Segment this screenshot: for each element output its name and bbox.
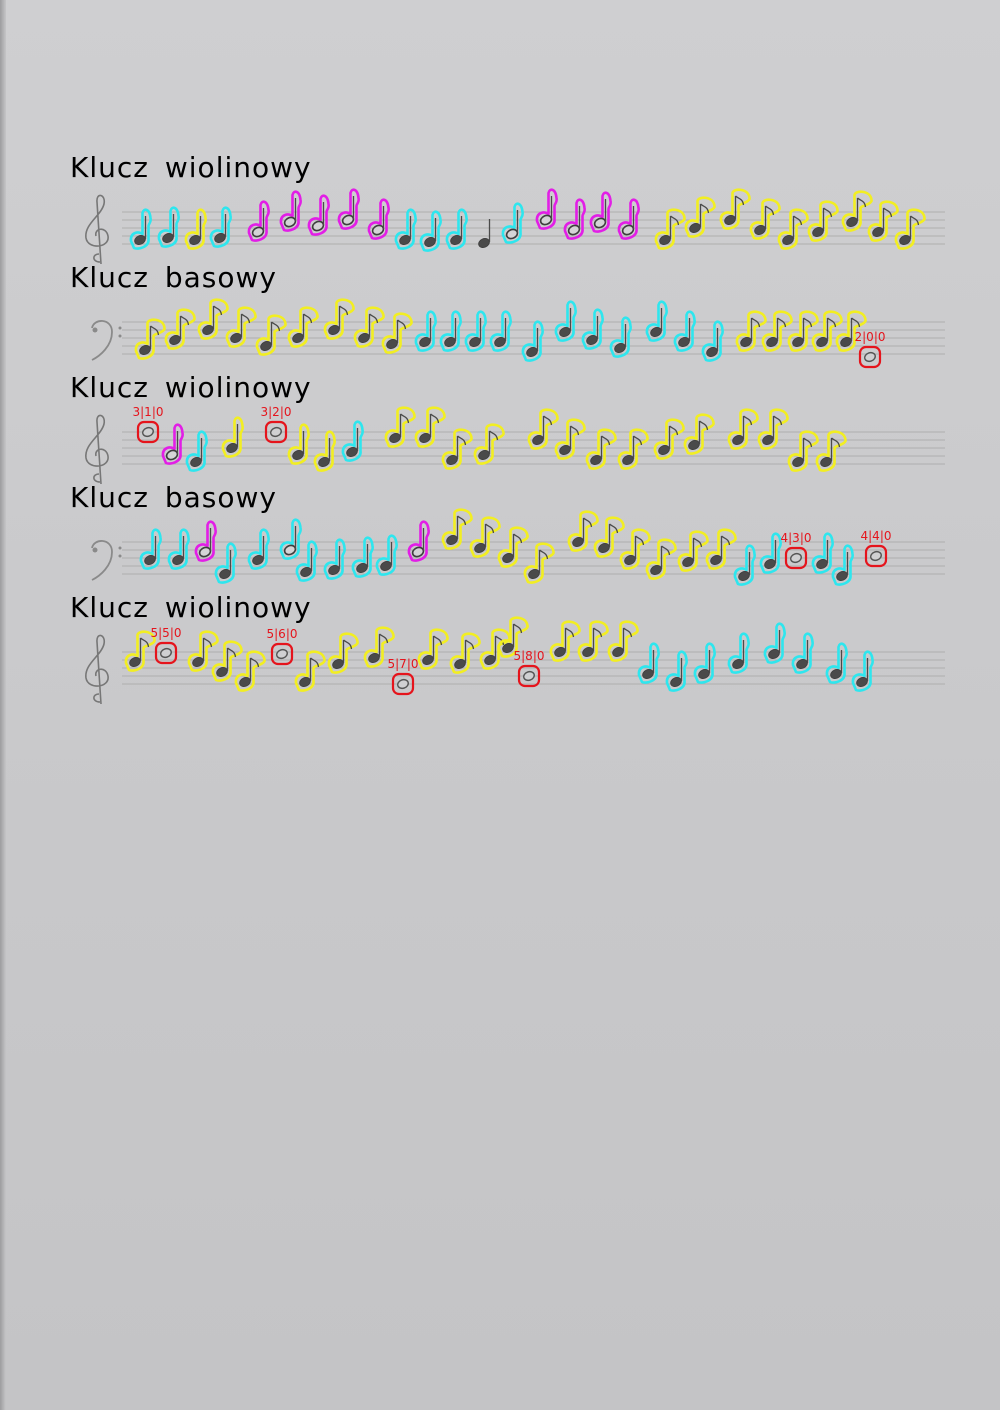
note-eighth-yellow [236, 652, 265, 691]
error-marker [855, 330, 886, 367]
error-marker-label: 3|2|0 [260, 405, 292, 419]
note-quarter-cyan [187, 432, 207, 471]
note-eighth-yellow [499, 528, 528, 567]
note-eighth-yellow [213, 642, 242, 681]
clef-heading: Klucz wiolinowy [70, 371, 312, 404]
clef-heading: Klucz basowy [70, 261, 277, 294]
note-eighth-yellow [383, 314, 412, 353]
note-quarter-cyan [729, 634, 749, 673]
error-marker [267, 627, 298, 664]
note-eighth-yellow [416, 408, 445, 447]
note-eighth-yellow [843, 192, 872, 231]
note-eighth-yellow [556, 420, 585, 459]
note-eighth-yellow [386, 408, 415, 447]
note-quarter-cyan [396, 210, 416, 249]
note-eighth-yellow [737, 312, 766, 351]
note-eighth-yellow [647, 540, 676, 579]
note-quarter-cyan [466, 312, 486, 351]
note-quarter-cyan [447, 210, 467, 249]
note-quarter-yellow [315, 432, 335, 471]
note-eighth-yellow [655, 420, 684, 459]
error-marker-label: 5|5|0 [150, 626, 182, 640]
note-eighth-yellow [451, 634, 480, 673]
note-eighth-yellow [779, 210, 808, 249]
note-quarter-cyan [556, 302, 576, 341]
note-quarter-cyan [249, 530, 269, 569]
note-quarter-cyan [647, 302, 667, 341]
note-quarter-cyan [491, 312, 511, 351]
note-half-magenta [409, 522, 429, 561]
note-eighth-yellow [869, 202, 898, 241]
note-eighth-yellow [751, 200, 780, 239]
note-eighth-yellow [419, 630, 448, 669]
note-eighth-yellow [189, 632, 218, 671]
note-eighth-yellow [619, 430, 648, 469]
note-eighth-yellow [595, 518, 624, 557]
note-eighth-yellow [721, 190, 750, 229]
note-half-cyan [281, 520, 301, 559]
note-eighth-yellow [296, 652, 325, 691]
staff-system-1 [86, 190, 945, 264]
note-half-magenta [196, 522, 216, 561]
note-eighth-yellow [325, 300, 354, 339]
note-quarter-cyan [343, 422, 363, 461]
clef-heading: Klucz basowy [70, 481, 277, 514]
staff-system-3 [86, 405, 945, 484]
note-half-magenta [281, 192, 301, 231]
note-eighth-yellow [587, 430, 616, 469]
note-quarter-cyan [735, 546, 755, 585]
note-quarter-cyan [793, 634, 813, 673]
error-marker [133, 405, 164, 442]
note-quarter-cyan [611, 318, 631, 357]
error-marker-label: 4|4|0 [860, 529, 892, 543]
note-eighth-yellow [355, 308, 384, 347]
clef-heading: Klucz wiolinowy [70, 151, 312, 184]
note-quarter-yellow [223, 418, 243, 457]
error-marker-label: 5|8|0 [513, 649, 545, 663]
note-quarter-cyan [211, 208, 231, 247]
note-eighth-yellow [551, 622, 580, 661]
error-marker-label: 3|1|0 [132, 405, 164, 419]
error-marker [261, 405, 292, 442]
note-quarter-cyan [827, 644, 847, 683]
note-half-magenta [163, 425, 183, 464]
staff-system-5 [86, 618, 945, 704]
note-eighth-yellow [686, 198, 715, 237]
note-quarter-cyan [639, 644, 659, 683]
note-quarter-cyan [325, 540, 345, 579]
note-eighth-yellow [529, 410, 558, 449]
note-eighth-yellow [136, 320, 165, 359]
note-eighth-yellow [579, 622, 608, 661]
note-half-magenta [619, 200, 639, 239]
note-quarter-cyan [833, 546, 853, 585]
note-half-magenta [369, 200, 389, 239]
note-eighth-yellow [166, 310, 195, 349]
error-marker [861, 529, 892, 566]
error-marker-label: 5|7|0 [387, 657, 419, 671]
note-quarter-cyan [675, 312, 695, 351]
treble-clef-icon [86, 195, 108, 264]
note-eighth-yellow [443, 510, 472, 549]
note-eighth-yellow [729, 410, 758, 449]
error-marker-label: 2|0|0 [854, 330, 886, 344]
note-eighth-yellow [763, 312, 792, 351]
note-eighth-yellow [759, 410, 788, 449]
treble-clef-icon [86, 415, 108, 484]
note-quarter-cyan [853, 652, 873, 691]
note-eighth-yellow [475, 425, 504, 464]
note-half-magenta [565, 200, 585, 239]
note-quarter-cyan [297, 542, 317, 581]
error-marker [151, 626, 182, 663]
note-quarter-cyan [583, 310, 603, 349]
note-quarter-cyan [421, 212, 441, 251]
note-eighth-yellow [289, 308, 318, 347]
note-quarter-cyan [761, 534, 781, 573]
clef-heading: Klucz wiolinowy [70, 591, 312, 624]
note-quarter-cyan [765, 624, 785, 663]
note-eighth-yellow [707, 530, 736, 569]
staff-system-2 [92, 300, 945, 367]
note-quarter-cyan [416, 312, 436, 351]
note-eighth-yellow [443, 430, 472, 469]
note-eighth-yellow [609, 622, 638, 661]
note-eighth-yellow [227, 308, 256, 347]
note-half-cyan [503, 204, 523, 243]
note-quarter-none [477, 219, 491, 249]
note-quarter-yellow [186, 210, 206, 249]
note-quarter-cyan [169, 530, 189, 569]
note-eighth-yellow [809, 202, 838, 241]
note-quarter-yellow [289, 425, 309, 464]
note-quarter-cyan [441, 312, 461, 351]
note-eighth-yellow [621, 530, 650, 569]
bass-clef-icon [92, 321, 122, 360]
note-eighth-yellow [329, 634, 358, 673]
note-half-magenta [309, 196, 329, 235]
note-quarter-cyan [159, 208, 179, 247]
note-quarter-cyan [141, 530, 161, 569]
staff-system-4 [92, 510, 945, 585]
note-eighth-yellow [817, 432, 846, 471]
note-eighth-yellow [896, 210, 925, 249]
note-eighth-yellow [789, 432, 818, 471]
note-eighth-yellow [471, 518, 500, 557]
note-eighth-yellow [679, 532, 708, 571]
note-quarter-cyan [695, 644, 715, 683]
note-eighth-yellow [569, 512, 598, 551]
note-half-magenta [249, 202, 269, 241]
note-half-magenta [339, 190, 359, 229]
bass-clef-icon [92, 541, 122, 580]
note-half-magenta [537, 190, 557, 229]
note-quarter-cyan [353, 538, 373, 577]
error-marker-label: 5|6|0 [266, 627, 298, 641]
treble-clef-icon [86, 635, 108, 704]
note-quarter-cyan [523, 322, 543, 361]
note-quarter-cyan [131, 210, 151, 249]
error-marker-label: 4|3|0 [780, 531, 812, 545]
note-quarter-cyan [667, 652, 687, 691]
note-eighth-yellow [199, 300, 228, 339]
note-eighth-yellow [656, 210, 685, 249]
note-quarter-cyan [813, 534, 833, 573]
note-quarter-cyan [703, 322, 723, 361]
